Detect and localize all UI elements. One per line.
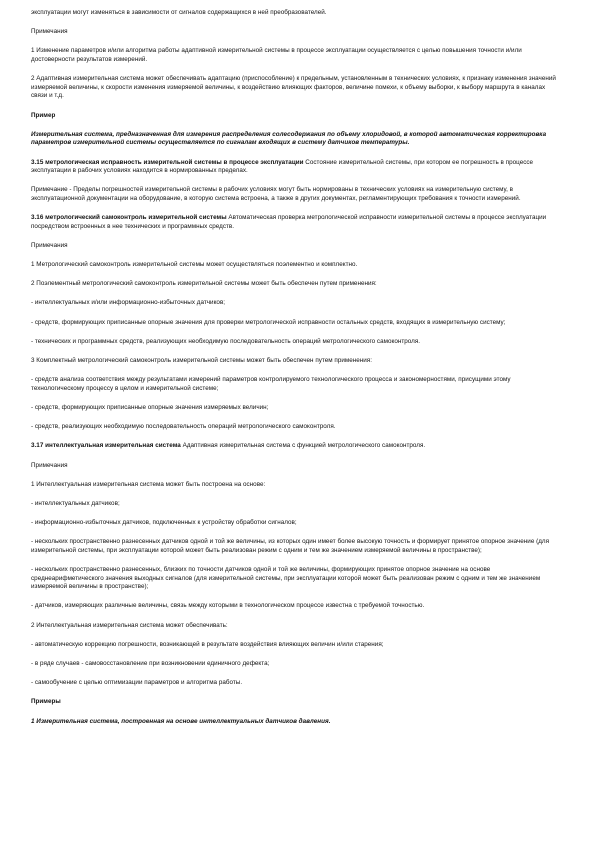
term-definition-paragraph (31, 159, 559, 176)
term-definition-text: Автоматическая проверка метрологической исправности измерительной системы в процессе эксплуатации посредством встроенных в нее технических и программных средств. (31, 214, 547, 230)
paragraph-text: Примечания (31, 461, 68, 469)
paragraph-text: 2 Интеллектуальная измерительная система может обеспечивать: (31, 621, 228, 629)
paragraph-text: - технических и программных средств, реализующих необходимую последовательность операций метрологического самоконтроля. (31, 337, 421, 345)
paragraph-text: - автоматическую коррекцию погрешности, возникающей в результате воздействия влияющих величин и/или старения; (31, 640, 384, 648)
paragraph-text: 1 Изменение параметров и/или алгоритма работы адаптивной измерительной системы в процессе эксплуатации осуществляется с целью повышения точности и/или достоверности результатов измерений. (31, 47, 522, 63)
term-heading: 3.16 метрологический самоконтроль измерительной системы (31, 214, 227, 222)
term-definition-text: Состояние измерительной системы, при котором ее погрешность в процессе эксплуатации в рабочих условиях находится в нормированных пределах. (31, 158, 534, 175)
paragraph-text: Примечания (31, 28, 68, 36)
paragraph-text: эксплуатации могут изменяться в зависимости от сигналов содержащихся в ней преобразователей. (31, 9, 327, 16)
paragraph-text: - нескольких пространственно разнесенных датчиков одной и той же величины, из которых один имеет более высокую точность и формирует принятое опорное значение (для измерительной системы, при эксплуатации которой может быть реализован режим с одним и тем же значением измеряемой величины в пространстве); (31, 538, 550, 554)
paragraph-text: - средств, реализующих необходимую последовательность операций метрологического самоконтроля. (31, 423, 336, 431)
example-heading: Пример (31, 111, 56, 119)
term-heading: 3.15 метрологическая исправность измерительной системы в процессе эксплуатации (31, 158, 304, 166)
paragraph-text: Примечание - Пределы погрешностей измерительной системы в рабочих условиях могут быть нормированы в технических условиях на измерительную систему, в эксплуатационной документации на оборудование, в которую система встроена, а также в других документах, регламентирующих требования к точности измерений. (31, 186, 521, 202)
example-heading: Примеры (31, 698, 61, 706)
paragraph-text: - интеллектуальных датчиков; (31, 499, 120, 507)
paragraph-text: - информационно-избыточных датчиков, подключенных к устройству обработки сигналов; (31, 519, 297, 527)
term-definition-paragraph (31, 214, 559, 231)
paragraph-text: - средств, формирующих приписанные опорные значения измеряемых величин; (31, 403, 269, 411)
paragraph-text: 1 Метрологический самоконтроль измерительной системы может осуществляться поэлементно и комплектно. (31, 261, 358, 269)
paragraph-text: - средств анализа соответствия между результатами измерений параметров контролируемого технологического процесса и закономерностями, присущими этому технологическому процессу в целом и измерительной системе; (31, 376, 511, 392)
paragraph-text: 3 Комплектный метрологический самоконтроль измерительной системы может быть обеспечен путем применения: (31, 356, 373, 364)
term-definition-text: Адаптивная измерительная система с функцией метрологического самоконтроля. (180, 442, 426, 450)
term-definition-paragraph (31, 442, 559, 451)
paragraph-text: 2 Адаптивная измерительная система может обеспечивать адаптацию (приспособление) к предельным, установленным в технических условиях, к признаку изменения значений измеряемой величины, к скорости изменения измеряемой величины, к воздействию влияющих факторов, величине помехи, к объему выборки, к выбору маршрута в каналах связи и т.д. (31, 75, 556, 100)
paragraph-text: 1 Интеллектуальная измерительная система может быть построена на основе: (31, 480, 266, 488)
paragraph-text: - нескольких пространственно разнесенных, близких по точности датчиков одной и той же величины, формирующих принятое опорное значение на основе среднеарифметического значения выходных сигналов (для измерительной системы, при эксплуатации которой может быть реализован режим с одним и тем же значением измеряемой величины в пространстве); (31, 566, 541, 591)
term-heading: 3.17 интеллектуальная измерительная система (31, 442, 181, 450)
paragraph-text: - самообучение с целью оптимизации параметров и алгоритма работы. (31, 679, 243, 687)
paragraph-text: - датчиков, измеряющих различные величины, связь между которыми в технологическом процессе известна с требуемой точностью. (31, 602, 425, 610)
paragraph-text: 2 Поэлементный метрологический самоконтроль измерительной системы может быть обеспечен путем применения: (31, 280, 377, 288)
paragraph-text: - в ряде случаев - самовосстановление при возникновении единичного дефекта; (31, 659, 270, 667)
example-text: 1 Измерительная система, построенная на основе интеллектуальных датчиков давления. (31, 717, 331, 725)
paragraph-text: - средств, формирующих приписанные опорные значения для проверки метрологической исправности остальных средств, входящих в измерительную систему; (31, 318, 506, 326)
paragraph-text: Примечания (31, 241, 68, 249)
paragraph-text: - интеллектуальных и/или информационно-избыточных датчиков; (31, 299, 226, 307)
example-text: Измерительная система, предназначенная для измерения распределения солесодержания по объему хлоридовой, в которой автоматическая корректировка параметров измерительной системы осуществляется по сигналам входящих в систему датчиков температуры. (31, 130, 547, 147)
